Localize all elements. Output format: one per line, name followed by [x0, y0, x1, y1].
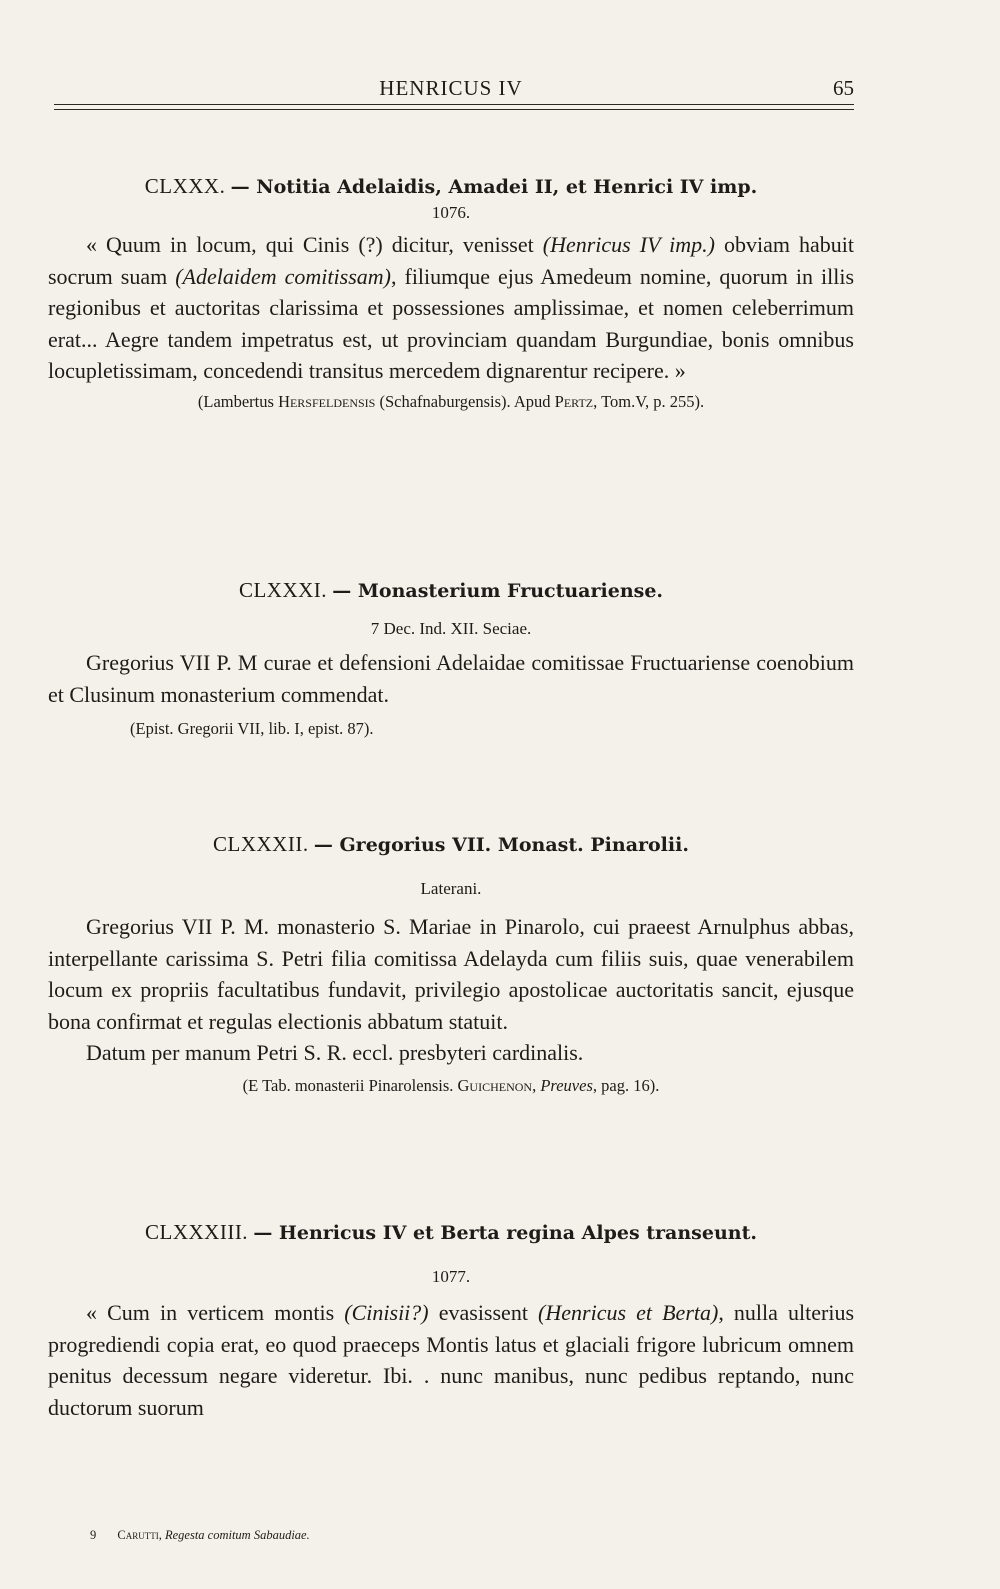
header-rule	[54, 104, 854, 110]
page-number: 65	[833, 76, 854, 100]
entry-datum: Datum per manum Petri S. R. eccl. presbyteri cardinalis.	[86, 1040, 584, 1066]
text-run-italic: (Cinisii?)	[344, 1300, 429, 1325]
text-run: obviam habuit socrum suam	[48, 232, 855, 289]
text-run: , Tom.V, p. 255).	[593, 391, 705, 411]
text-run: « Cum in verticem montis	[86, 1300, 345, 1325]
text-run-italic: Preuves	[540, 1075, 593, 1095]
entry-number: CLXXX.	[144, 174, 226, 198]
entry-heading	[48, 1218, 854, 1247]
text-run: « Quum in locum, qui Cinis (?) dicitur, venisset	[86, 232, 543, 257]
entry-text	[48, 229, 854, 387]
text-run: ,	[532, 1075, 541, 1095]
entry-number: CLXXXII.	[213, 832, 309, 856]
entry-number: CLXXXIII.	[145, 1220, 249, 1244]
entry-date: Laterani.	[420, 879, 482, 898]
entry-text	[48, 1297, 854, 1423]
entry-source	[48, 389, 854, 415]
entry-clxxxii	[48, 830, 854, 1099]
entry-title: — Notitia Adelaidis, Amadei II, et Henrici IV imp.	[230, 176, 758, 198]
entry-clxxx	[48, 172, 854, 415]
entry-text: Gregorius VII P. M curae et defensioni Adelaidae comitissae Fructuariense coenobium et Clusinum monasterium commendat.	[48, 650, 854, 707]
footer-author: Carutti	[117, 1528, 159, 1542]
text-run-smallcaps: Hersfeldensis	[278, 391, 376, 411]
text-run-italic: (Henricus et Berta)	[538, 1300, 719, 1325]
text-run: (E Tab. monasterii Pinarolensis.	[242, 1075, 458, 1095]
text-run-smallcaps: Pertz	[554, 391, 594, 411]
page	[48, 60, 854, 1560]
entry-clxxxi	[48, 576, 854, 742]
footer-work: Regesta comitum Sabaudiae.	[164, 1528, 310, 1542]
text-run: , filiumque ejus Amedeum nomine, quorum in illis regionibus et auctoritas clarissima et possessiones amplissimae, et nomen celeberrimum erat... Aegre tandem impetratus est, ut provinciam quandam Burgundiae, bonis omnibus locupletissimam, concedendi transitus mercedem dignarentur recipere. »	[48, 263, 855, 384]
signature-mark: 9	[90, 1528, 97, 1542]
entry-date: 1076.	[431, 203, 471, 222]
entry-title: — Henricus IV et Berta regina Alpes transeunt.	[253, 1222, 757, 1244]
entry-date: 1077.	[431, 1267, 471, 1286]
text-run-italic: (Henricus IV imp.)	[542, 232, 715, 257]
entry-number: CLXXXI.	[238, 578, 328, 602]
entry-heading	[48, 576, 854, 605]
page-footer	[90, 1528, 310, 1543]
text-run: evasissent	[428, 1300, 539, 1325]
text-run-italic: (Adelaidem comitissam)	[175, 263, 391, 289]
footer-separator: ,	[158, 1528, 165, 1542]
entry-title: — Monasterium Fructuariense.	[332, 580, 664, 602]
page-header	[48, 60, 854, 100]
entry-heading	[48, 172, 854, 201]
running-title: HENRICUS IV	[379, 76, 523, 100]
text-run: , pag. 16).	[592, 1075, 660, 1095]
entry-clxxxiii	[48, 1218, 854, 1423]
entry-text: Gregorius VII P. M. monasterio S. Mariae in Pinarolo, cui praeest Arnulphus abbas, interpellante carissima S. Petri filia comitissa Adelayda cum filiis suis, quae venerabilem locum ex propriis facultatibus fundavit, privilegio apostolicae auctoritatis sancit, ejusque bona confirmat et regulas electionis abbatum statuit.	[48, 914, 854, 1034]
text-run-smallcaps: Guichenon	[457, 1075, 533, 1095]
entry-source: (Epist. Gregorii VII, lib. I, epist. 87).	[130, 719, 374, 739]
entry-date: 7 Dec. Ind. XII. Seciae.	[370, 619, 532, 638]
text-run: (Lambertus	[197, 391, 279, 411]
text-run: , nulla ulterius progrediendi copia erat, eo quod praeceps Montis latus et glaciali frigore lubricum omnem penitus decessum negare videretur. Ibi. . nunc manibus, nunc pedibus reptando, nunc ductorum suorum	[48, 1300, 855, 1420]
entry-heading	[48, 830, 854, 859]
entry-source	[48, 1073, 854, 1099]
text-run: (Schafnaburgensis). Apud	[375, 391, 555, 411]
entry-title: — Gregorius VII. Monast. Pinarolii.	[313, 834, 689, 856]
